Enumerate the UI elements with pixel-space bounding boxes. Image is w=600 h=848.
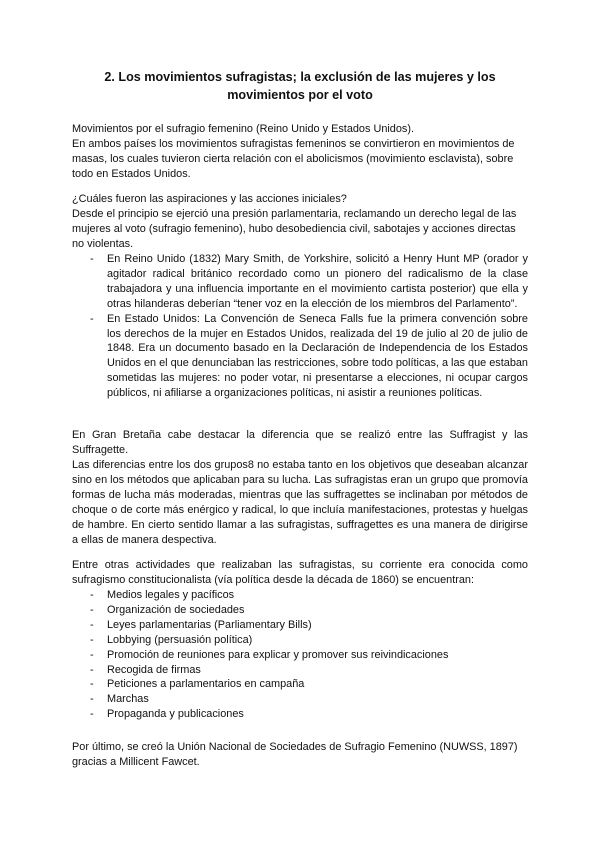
bullet-dash: - [90,603,94,616]
paragraph-differences: Las diferencias entre los dos grupos8 no estaba tanto en los objetivos que deseaban alcanzar sino en los métodos que aplicaban para su lucha. Las sufragistas eran un grupo que promovía formas de lucha más moderadas, mientras que las suffragettes se inclinaban por métodos de choque o de corte más enérgico y radical, lo que incluía manifestaciones, protestas y huelgas de hambre. En cierto sentido llamar a las sufragistas, suffragettes es una manera de dirigirse a ellas de manera despectiva. [72,459,528,546]
bullet-dash: - [90,678,94,691]
bullet-dash: - [90,708,94,721]
section-title: 2. Los movimientos sufragistas; la exclusión de las mujeres y los movimientos por el voto [104,70,496,102]
list-item [72,618,528,633]
list-item [72,648,528,663]
paragraph-intro-heading: Movimientos por el sufragio femenino (Reino Unido y Estados Unidos). [72,123,415,135]
list-item [72,707,528,722]
bullet-dash: - [90,648,94,661]
bullet-dash: - [90,693,94,706]
bullet-dash: - [90,633,94,646]
list-item [72,663,528,678]
list-item-text: Peticiones a parlamentarios en campaña [107,678,305,691]
bullet-dash: - [90,312,94,325]
paragraph-nuwss: Por último, se creó la Unión Nacional de Sociedades de Sufragio Femenino (NUWSS, 1897) gracias a Millicent Fawcet. [72,741,518,768]
list-item [72,252,528,312]
paragraph-great-britain: En Gran Bretaña cabe destacar la diferencia que se realizó entre las Suffragist y las Suffragette. [72,429,528,456]
list-item [72,633,528,648]
list-item-text: Propaganda y publicaciones [107,708,244,721]
list-item [72,677,528,692]
paragraph-activities: Entre otras actividades que realizaban las sufragistas, su corriente era conocida como sufragismo constitucionalista (vía política desde la década de 1860) se encuentran: [72,559,528,586]
bullet-dash: - [90,589,94,601]
list-item-text: Marchas [107,693,149,706]
list-item [72,603,528,618]
question-heading: ¿Cuáles fueron las aspiraciones y las acciones iniciales? [72,193,347,205]
list-item-text: Lobbying (persuasión política) [107,633,253,646]
bullet-dash: - [90,253,94,265]
list-item [72,588,528,603]
list-item-text: Medios legales y pacíficos [107,589,235,601]
bullet-list-origins [72,252,528,401]
list-item-text: Recogida de firmas [107,663,201,676]
list-item-text: Organización de sociedades [107,603,245,616]
bullet-dash: - [90,618,94,631]
list-item-text: En Estado Unidos: La Convención de Seneca Falls fue la primera convención sobre los derechos de la mujer en Estados Unidos, realizada del 19 de julio al 20 de julio de 1848. Era un documento basado en la Declaración de Independencia de los Estados Unidos en el que denunciaban las restricciones, sobre todo políticas, a las que estaban sometidas las mujeres: no poder votar, ni presentarse a elecciones, ni ocupar cargos públicos, ni afiliarse a organizaciones políticas, ni asistir a reuniones políticas. [107,312,528,400]
list-item-text: Leyes parlamentarias (Parliamentary Bills) [107,618,312,631]
list-item-text: En Reino Unido (1832) Mary Smith, de Yorkshire, solicitó a Henry Hunt MP (orador y agitador radical británico recordado como un pionero del radicalismo de la clase trabajadora y una influencia importante en el movimiento cartista posterior) que ella y otras hilanderas deberían “tener voz en la elección de los miembros del Parlamento”. [107,253,528,310]
paragraph-intro: En ambos países los movimientos sufragistas femeninos se convirtieron en movimientos de masas, los cuales tuvieron cierta relación con el abolicismos (movimiento esclavista), sobre todo en Estados Unidos. [72,138,515,180]
list-item [72,692,528,707]
bullet-list-activities [72,588,528,722]
bullet-dash: - [90,663,94,676]
list-item-text: Promoción de reuniones para explicar y promover sus reivindicaciones [107,648,449,661]
list-item [72,312,528,401]
paragraph-pressure: Desde el principio se ejerció una presión parlamentaria, reclamando un derecho legal de las mujeres al voto (sufragio femenino), hubo desobediencia civil, sabotajes y acciones directas no violentas. [72,208,517,250]
